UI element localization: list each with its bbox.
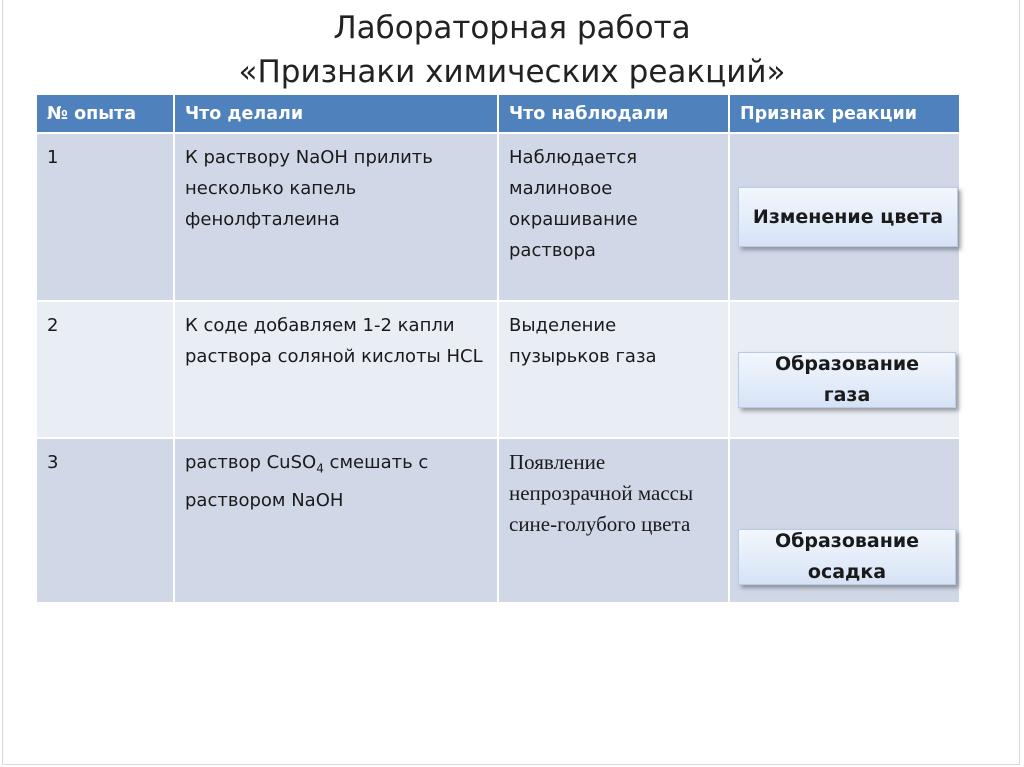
cell-what-observed: Появление непрозрачной массы сине-голубого цвета — [498, 438, 729, 603]
cell-reaction-sign — [729, 301, 960, 438]
table-header-row — [36, 94, 960, 133]
title-line-2: «Признаки химических реакций» — [238, 54, 786, 90]
reaction-sign-label: Изменение цвета — [738, 187, 958, 247]
header-experiment-number: № опыта — [36, 94, 174, 133]
cell-what-done: К раствору NaOH прилить несколько капель фенолфталеина — [174, 133, 498, 301]
cell-what-observed: Выделение пузырьков газа — [498, 301, 729, 438]
slide-title — [0, 6, 1024, 94]
header-reaction-sign: Признак реакции — [729, 94, 960, 133]
table-row — [36, 133, 960, 301]
subscript-4: 4 — [316, 461, 324, 476]
title-line-1: Лабораторная работа — [333, 10, 691, 46]
reaction-sign-label: Образование газа — [738, 352, 956, 408]
what-done-text: раствор CuSO — [185, 452, 317, 473]
cell-number: 3 — [36, 438, 174, 603]
cell-number: 2 — [36, 301, 174, 438]
table-row — [36, 301, 960, 438]
header-what-done: Что делали — [174, 94, 498, 133]
header-what-observed: Что наблюдали — [498, 94, 729, 133]
cell-what-done: К соде добавляем 1-2 капли раствора соляной кислоты HCL — [174, 301, 498, 438]
cell-reaction-sign — [729, 438, 960, 603]
cell-what-observed: Наблюдается малиновое окрашивание раствора — [498, 133, 729, 301]
lab-table — [35, 93, 961, 604]
reaction-sign-label: Образование осадка — [738, 529, 956, 585]
cell-what-done — [174, 438, 498, 603]
cell-reaction-sign — [729, 133, 960, 301]
table-row — [36, 438, 960, 603]
what-done-text-rest: смешать с раствором NaOH — [185, 452, 429, 511]
cell-number: 1 — [36, 133, 174, 301]
